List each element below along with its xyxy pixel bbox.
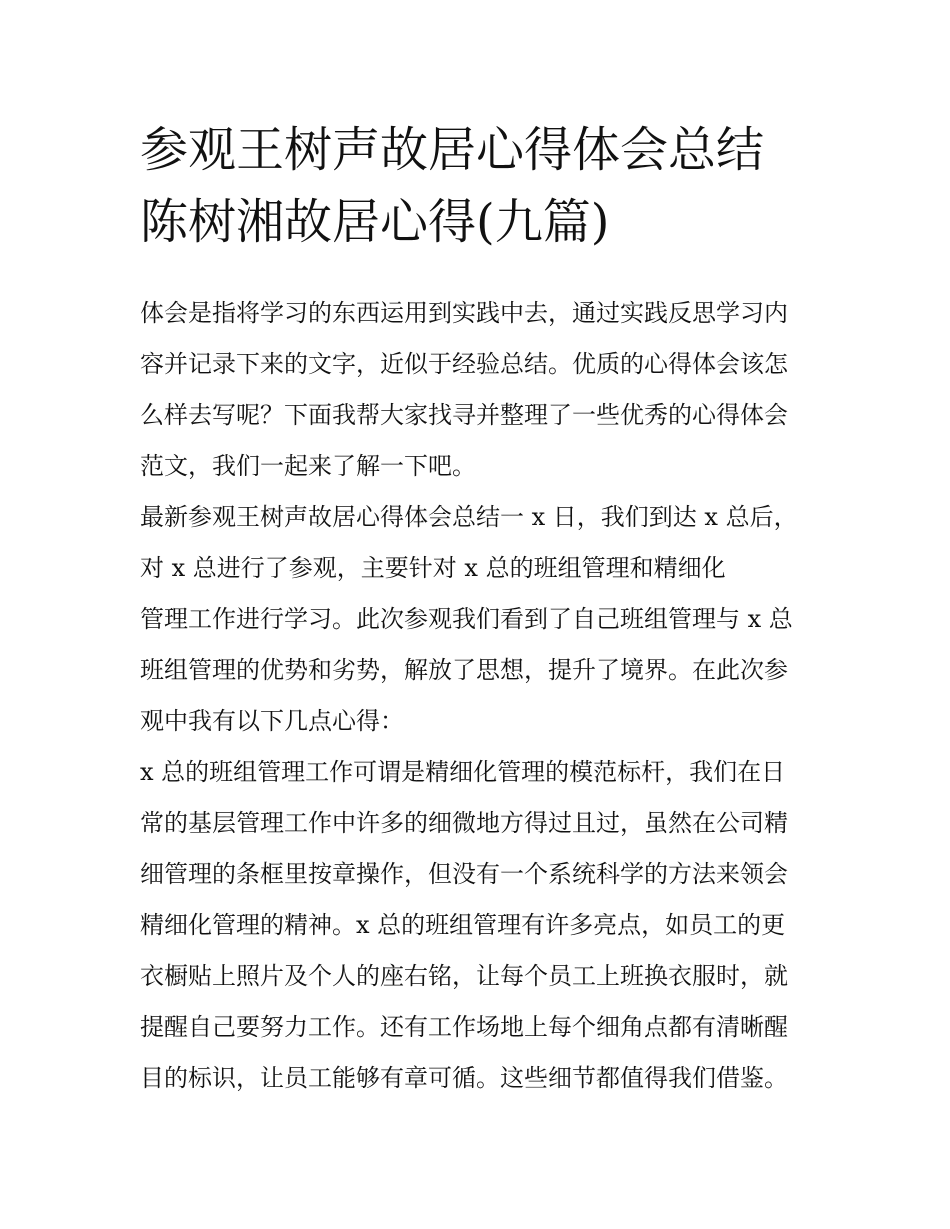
document-body <box>140 288 820 1104</box>
title-line: 陈树湘故居心得(九篇) <box>140 194 610 250</box>
body-line: x 总的班组管理工作可谓是精细化管理的模范标杆，我们在日 <box>140 758 786 786</box>
body-line: 对 x 总进行了参观，主要针对 x 总的班组管理和精细化 <box>140 554 726 582</box>
body-line: 衣橱贴上照片及个人的座右铭，让每个员工上班换衣服时，就 <box>140 962 788 990</box>
body-line: 观中我有以下几点心得： <box>140 707 404 735</box>
document-title <box>140 114 820 258</box>
document-page <box>140 114 820 1104</box>
body-line: 班组管理的优势和劣势，解放了思想，提升了境界。在此次参 <box>140 656 788 684</box>
title-line: 参观王树声故居心得体会总结 <box>140 122 765 178</box>
body-line: 容并记录下来的文字，近似于经验总结。优质的心得体会该怎 <box>140 350 788 378</box>
body-line: 细管理的条框里按章操作，但没有一个系统科学的方法来领会 <box>140 860 788 888</box>
body-line: 精细化管理的精神。x 总的班组管理有许多亮点，如员工的更 <box>140 911 786 939</box>
body-line: 最新参观王树声故居心得体会总结一 x 日，我们到达 x 总后， <box>140 503 798 531</box>
body-line: 目的标识，让员工能够有章可循。这些细节都值得我们借鉴。 <box>140 1064 788 1092</box>
body-line: 管理工作进行学习。此次参观我们看到了自己班组管理与 x 总 <box>140 605 793 633</box>
body-line: 常的基层管理工作中许多的细微地方得过且过，虽然在公司精 <box>140 809 788 837</box>
body-line: 提醒自己要努力工作。还有工作场地上每个细角点都有清晰醒 <box>140 1013 788 1041</box>
body-line: 体会是指将学习的东西运用到实践中去，通过实践反思学习内 <box>140 299 788 327</box>
body-line: 范文，我们一起来了解一下吧。 <box>140 452 476 480</box>
body-line: 么样去写呢？下面我帮大家找寻并整理了一些优秀的心得体会 <box>140 401 788 429</box>
